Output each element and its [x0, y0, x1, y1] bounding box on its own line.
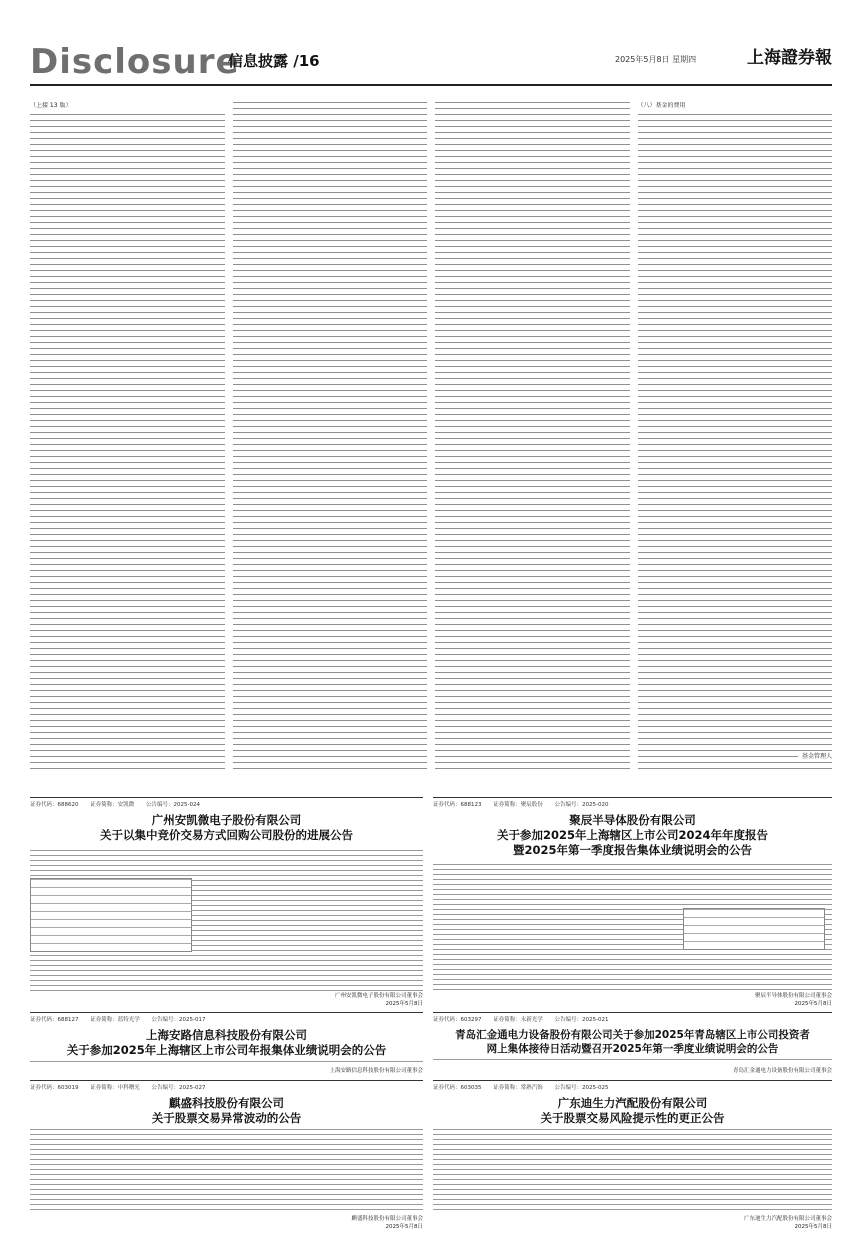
notice-footer: 青岛汇金通电力设备股份有限公司董事会	[732, 1068, 832, 1074]
notice-title: 麒盛科技股份有限公司 关于股票交易异常波动的公告	[151, 1096, 302, 1125]
notice-anke-buyback	[30, 797, 423, 1008]
notice-juchen-briefing	[433, 797, 832, 1008]
text-column-1	[30, 102, 225, 769]
column-head: （上接 13 版）	[30, 102, 225, 110]
text-column-4	[638, 102, 833, 769]
newspaper-name: 上海證券報	[747, 48, 832, 68]
notice-title: 广州安凯微电子股份有限公司 关于以集中竞价交易方式回购公司股份的进展公告	[100, 813, 353, 842]
text-column-2	[233, 102, 428, 769]
issue-date: 2025年5月8日 星期四	[615, 55, 697, 64]
column-signature: 基金管理人	[798, 753, 832, 761]
notice-body	[30, 1129, 423, 1213]
notice-meta: 证券代码：603297 证券简称：永新光学 公告编号：2025-021	[433, 1017, 609, 1023]
buyback-table	[30, 878, 192, 952]
text-column-3	[435, 102, 630, 769]
notice-footer: 麒盛科技股份有限公司董事会 2025年5月8日	[351, 1216, 423, 1230]
notice-title: 广东迪生力汽配股份有限公司 关于股票交易风险提示性的更正公告	[540, 1096, 725, 1125]
notice-huijintong-briefing	[433, 1012, 832, 1075]
notice-footer: 聚辰半导体股份有限公司董事会 2025年5月8日	[754, 993, 832, 1007]
notice-title: 青岛汇金通电力设备股份有限公司关于参加2025年青岛辖区上市公司投资者 网上集体接待日活动暨召开2025年第一季度业绩说明会的公告	[455, 1029, 810, 1055]
notice-dishengli-correction	[433, 1080, 832, 1231]
notice-meta: 证券代码：603019 证券简称：中科曙光 公告编号：2025-027	[30, 1085, 206, 1091]
notice-qisheng-abnormal	[30, 1080, 423, 1231]
main-text-block	[30, 102, 832, 769]
notice-meta: 证券代码：603035 证券简称：常熟汽饰 公告编号：2025-025	[433, 1085, 609, 1091]
notice-meta: 证券代码：688620 证券简称：安凯微 公告编号：2025-024	[30, 802, 200, 808]
column-head: （八）基金的费用	[638, 102, 833, 110]
section-title: 信息披露 /16	[228, 52, 320, 70]
notice-body	[30, 1061, 423, 1063]
notice-body	[433, 1129, 832, 1213]
contact-table	[683, 908, 825, 950]
notice-footer: 上海安路信息科技股份有限公司董事会	[329, 1068, 423, 1074]
disclosure-logo: Disclosure	[30, 42, 240, 82]
notice-title: 聚辰半导体股份有限公司 关于参加2025年上海辖区上市公司2024年年度报告 暨2025年第一季度报告集体业绩说明会的公告	[496, 813, 768, 857]
notice-meta: 证券代码：688123 证券简称：聚辰股份 公告编号：2025-020	[433, 802, 609, 808]
notice-title: 上海安路信息科技股份有限公司 关于参加2025年上海辖区上市公司年报集体业绩说明会的公告	[66, 1028, 387, 1057]
masthead	[30, 40, 832, 86]
notice-body	[433, 1059, 832, 1063]
notice-meta: 证券代码：688127 证券简称：蓝特光学 公告编号：2025-017	[30, 1017, 206, 1023]
notice-anlu-briefing	[30, 1012, 423, 1075]
notice-footer: 广州安凯微电子股份有限公司董事会 2025年5月8日	[334, 993, 423, 1007]
notice-footer: 广东迪生力汽配股份有限公司董事会 2025年5月8日	[743, 1216, 832, 1230]
